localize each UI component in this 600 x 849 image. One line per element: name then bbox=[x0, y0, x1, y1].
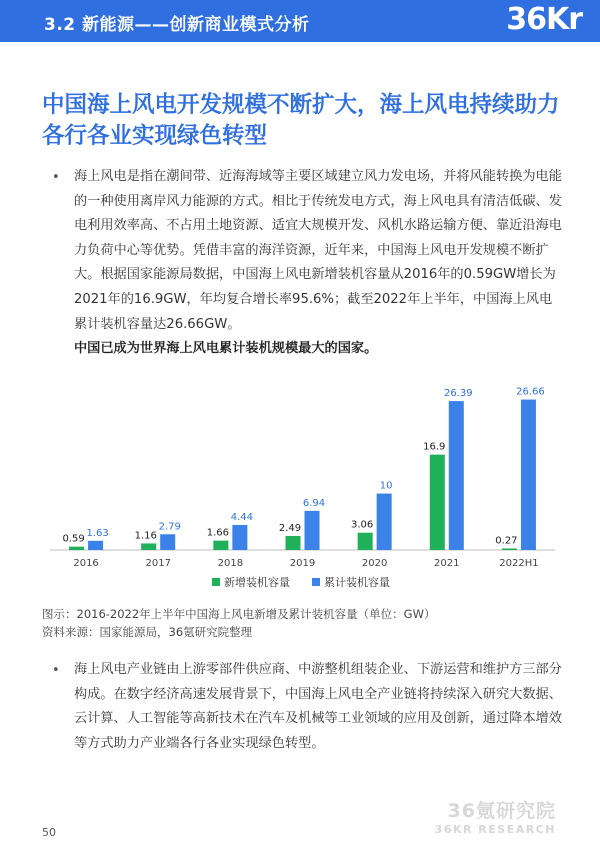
legend-swatch-new bbox=[212, 578, 220, 586]
label-new-2021: 16.9 bbox=[423, 441, 446, 453]
bar-cumulative-2016 bbox=[88, 541, 103, 550]
label-new-2020: 3.06 bbox=[351, 519, 374, 531]
label-cumulative-2017: 2.79 bbox=[158, 521, 181, 533]
label-cumulative-2020: 10 bbox=[379, 480, 393, 492]
x-tick-2019: 2019 bbox=[289, 558, 316, 569]
x-tick-2016: 2016 bbox=[73, 558, 99, 569]
label-new-2018: 1.66 bbox=[206, 527, 229, 539]
bar-cumulative-2022H1 bbox=[521, 400, 536, 550]
label-new-2017: 1.16 bbox=[134, 530, 157, 542]
bar-cumulative-2017 bbox=[160, 534, 175, 550]
page-title: 中国海上风电开发规模不断扩大，海上风电持续助力各行各业实现绿色转型 bbox=[42, 92, 560, 149]
legend-swatch-cumulative bbox=[312, 578, 320, 586]
footer-brand-en: 36KR RESEARCH bbox=[434, 823, 556, 836]
bar-cumulative-2019 bbox=[305, 511, 320, 550]
label-cumulative-2019: 6.94 bbox=[302, 497, 326, 509]
x-tick-2020: 2020 bbox=[361, 558, 388, 569]
bar-new-2018 bbox=[213, 541, 228, 550]
paragraph-1-text: 海上风电是指在潮间带、近海海域等主要区域建立风力发电场，并将风能转换为电能的一种使用离岸风力能源的方式。相比于传统发电方式，海上风电具有清洁低碳、发电利用效率高、不占用土地资源、适宜大规模开发、风机水路运输方便、靠近沿海电力负荷中心等优势。凭借丰富的海洋资源，近年来，中国海上风电开发规模不断扩大。根据国家能源局数据，中国海上风电新增装机容量从2016年的0.59GW增长为2021年的16.9GW，年均复合增长率95.6%；截至2022年上半年，中国海上风电累计装机容量达26.66GW。 bbox=[74, 169, 562, 332]
x-tick-2017: 2017 bbox=[145, 558, 171, 569]
label-new-2016: 0.59 bbox=[62, 533, 85, 545]
x-tick-2021: 2021 bbox=[434, 558, 460, 569]
paragraph-1-bold: 中国已成为世界海上风电累计装机规模最大的国家。 bbox=[74, 341, 378, 357]
bar-new-2022H1 bbox=[502, 548, 517, 550]
brand-logo: 36Kr bbox=[506, 2, 582, 37]
footer-brand bbox=[435, 796, 556, 836]
bar-new-2021 bbox=[430, 455, 445, 550]
paragraph-1 bbox=[74, 165, 564, 362]
bar-new-2017 bbox=[141, 543, 156, 550]
footer-brand-cn: 36氪研究院 bbox=[447, 800, 556, 822]
paragraph-2 bbox=[74, 658, 564, 756]
paragraph-2-text: 海上风电产业链由上游零部件供应商、中游整机组装企业、下游运营和维护方三部分构成。在数字经济高速发展背景下，中国海上风电全产业链将持续深入研究大数据、云计算、人工智能等高新技术在汽车及机械等工业领域的应用及创新，通过降本增效等方式助力产业端各行各业实现绿色转型。 bbox=[74, 662, 562, 751]
legend-label-new: 新增装机容量 bbox=[224, 576, 290, 589]
page-number: 50 bbox=[42, 826, 56, 839]
x-tick-2018: 2018 bbox=[217, 558, 244, 569]
bullet-2: • bbox=[52, 663, 60, 678]
legend-label-cumulative: 累计装机容量 bbox=[324, 576, 390, 589]
x-tick-2022H1: 2022H1 bbox=[499, 558, 539, 569]
bar-new-2020 bbox=[358, 533, 373, 550]
label-cumulative-2018: 4.44 bbox=[230, 511, 253, 523]
label-cumulative-2021: 26.39 bbox=[443, 388, 473, 400]
bar-new-2016 bbox=[69, 547, 84, 550]
bar-cumulative-2021 bbox=[449, 401, 464, 550]
bar-new-2019 bbox=[286, 536, 301, 550]
label-cumulative-2016: 1.63 bbox=[86, 527, 109, 539]
bar-cumulative-2020 bbox=[377, 494, 392, 550]
label-new-2019: 2.49 bbox=[278, 522, 302, 534]
section-title: 3.2 新能源——创新商业模式分析 bbox=[44, 15, 310, 35]
label-new-2022H1: 0.27 bbox=[495, 535, 518, 547]
page-header bbox=[0, 0, 600, 42]
bar-chart bbox=[40, 382, 560, 597]
figure-caption: 图示：2016-2022年上半年中国海上风电新增及累计装机容量（单位：GW） bbox=[42, 607, 436, 621]
bar-cumulative-2018 bbox=[232, 525, 247, 550]
bullet-1: • bbox=[52, 170, 60, 185]
label-cumulative-2022H1: 26.66 bbox=[516, 386, 545, 398]
source-note: 资料来源：国家能源局，36氪研究院整理 bbox=[42, 625, 253, 639]
